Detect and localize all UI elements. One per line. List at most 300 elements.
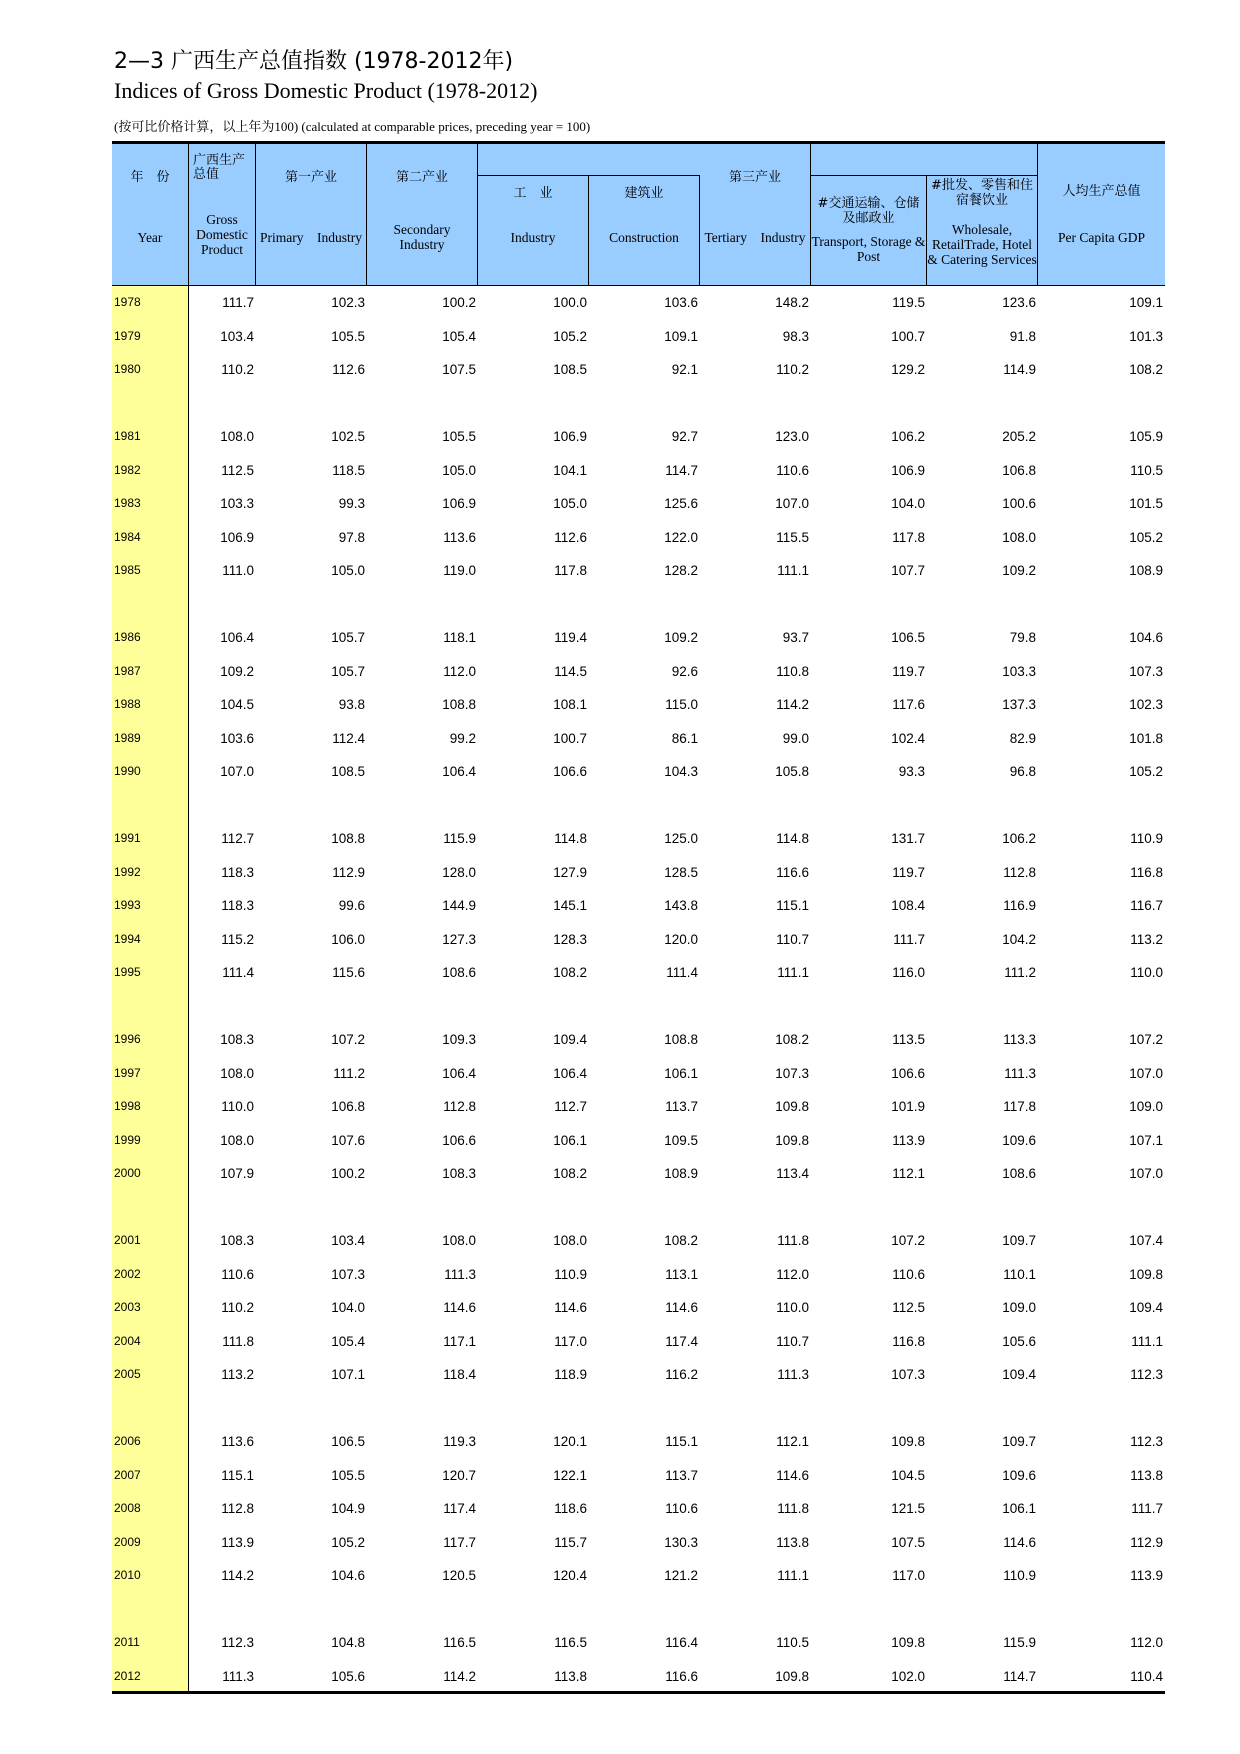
value-cell: 128.5 bbox=[664, 864, 698, 880]
value-cell: 110.4 bbox=[1130, 1668, 1163, 1684]
value-cell: 110.0 bbox=[1130, 965, 1163, 980]
value-cell: 117.8 bbox=[1003, 1099, 1036, 1114]
year-cell: 1983 bbox=[114, 496, 141, 510]
table-row bbox=[112, 963, 1165, 983]
header-gdp bbox=[189, 144, 256, 285]
value-cell: 111.0 bbox=[222, 563, 254, 578]
table-row bbox=[112, 695, 1165, 715]
value-cell: 108.9 bbox=[664, 1166, 698, 1181]
table-row bbox=[112, 1633, 1165, 1653]
value-cell: 109.8 bbox=[775, 1132, 809, 1148]
header-construction-cn: 建筑业 bbox=[624, 186, 664, 201]
table-row bbox=[112, 662, 1165, 682]
value-cell: 117.4 bbox=[665, 1333, 698, 1349]
value-cell: 105.5 bbox=[331, 328, 365, 344]
value-cell: 113.9 bbox=[892, 1132, 925, 1148]
header-industry-cn: 工 业 bbox=[513, 186, 553, 201]
value-cell: 98.3 bbox=[782, 328, 809, 344]
value-cell: 105.4 bbox=[331, 1333, 365, 1349]
value-cell: 122.0 bbox=[664, 529, 698, 545]
value-cell: 91.8 bbox=[1009, 328, 1036, 344]
table-row bbox=[112, 1365, 1165, 1385]
value-cell: 108.0 bbox=[220, 429, 254, 444]
value-cell: 110.9 bbox=[1003, 1568, 1036, 1583]
value-cell: 117.8 bbox=[892, 529, 925, 545]
value-cell: 105.0 bbox=[442, 462, 476, 478]
value-cell: 86.1 bbox=[671, 730, 698, 746]
table-row bbox=[112, 327, 1165, 347]
value-cell: 108.3 bbox=[442, 1166, 476, 1181]
value-cell: 111.8 bbox=[222, 1333, 254, 1349]
year-cell: 1989 bbox=[114, 730, 141, 745]
value-cell: 111.7 bbox=[222, 295, 254, 310]
value-cell: 105.0 bbox=[553, 496, 587, 511]
value-cell: 103.4 bbox=[331, 1233, 365, 1248]
header-secondary-spacer bbox=[478, 144, 700, 176]
value-cell: 112.8 bbox=[1003, 864, 1036, 880]
value-cell: 82.9 bbox=[1009, 730, 1036, 746]
value-cell: 144.9 bbox=[442, 898, 476, 913]
value-cell: 118.3 bbox=[221, 864, 254, 880]
value-cell: 102.5 bbox=[331, 429, 365, 444]
value-cell: 103.4 bbox=[220, 328, 254, 344]
value-cell: 96.8 bbox=[1009, 764, 1036, 779]
year-cell: 2002 bbox=[114, 1266, 141, 1281]
value-cell: 113.6 bbox=[443, 529, 476, 545]
value-cell: 110.6 bbox=[665, 1501, 698, 1516]
table-row bbox=[112, 863, 1165, 883]
value-cell: 107.3 bbox=[331, 1266, 365, 1282]
value-cell: 109.4 bbox=[1002, 1367, 1036, 1382]
value-cell: 115.9 bbox=[443, 831, 476, 846]
value-cell: 109.5 bbox=[664, 1132, 698, 1148]
value-cell: 109.8 bbox=[775, 1099, 809, 1114]
value-cell: 118.1 bbox=[443, 630, 476, 645]
value-cell: 112.0 bbox=[1130, 1635, 1163, 1650]
value-cell: 107.0 bbox=[220, 764, 254, 779]
value-cell: 112.8 bbox=[443, 1099, 476, 1114]
value-cell: 117.0 bbox=[892, 1568, 925, 1583]
value-cell: 112.4 bbox=[332, 730, 365, 746]
year-cell: 1981 bbox=[114, 429, 141, 443]
value-cell: 112.7 bbox=[554, 1099, 587, 1114]
value-cell: 121.5 bbox=[891, 1501, 925, 1516]
value-cell: 111.8 bbox=[777, 1501, 809, 1516]
value-cell: 107.5 bbox=[442, 362, 476, 377]
value-cell: 113.7 bbox=[665, 1467, 698, 1483]
value-cell: 109.1 bbox=[1129, 295, 1163, 310]
year-cell: 1995 bbox=[114, 965, 141, 979]
header-gdp-en: Gross Domestic Product bbox=[196, 212, 248, 257]
value-cell: 109.2 bbox=[664, 630, 698, 645]
value-cell: 112.3 bbox=[1130, 1367, 1163, 1382]
value-cell: 108.8 bbox=[442, 697, 476, 712]
value-cell: 109.2 bbox=[220, 663, 254, 679]
value-cell: 113.9 bbox=[221, 1534, 254, 1550]
value-cell: 106.9 bbox=[220, 529, 254, 545]
value-cell: 107.0 bbox=[775, 496, 809, 511]
value-cell: 114.6 bbox=[665, 1300, 698, 1315]
header-industry-en: Industry bbox=[510, 230, 556, 245]
value-cell: 100.0 bbox=[553, 295, 587, 310]
header-year bbox=[112, 144, 189, 285]
value-cell: 109.1 bbox=[664, 328, 698, 344]
value-cell: 148.2 bbox=[775, 295, 809, 310]
header-gdp-cn: 广西生产总值 bbox=[193, 153, 246, 182]
year-cell: 2012 bbox=[114, 1668, 141, 1683]
value-cell: 108.1 bbox=[553, 697, 587, 712]
value-cell: 107.5 bbox=[891, 1534, 925, 1550]
value-cell: 107.4 bbox=[1129, 1233, 1163, 1248]
value-cell: 110.5 bbox=[776, 1635, 809, 1650]
value-cell: 110.0 bbox=[776, 1300, 809, 1315]
value-cell: 111.1 bbox=[777, 1568, 809, 1583]
value-cell: 108.3 bbox=[220, 1233, 254, 1248]
value-cell: 114.2 bbox=[443, 1668, 476, 1684]
value-cell: 109.7 bbox=[1002, 1233, 1036, 1248]
header-wholesale-cn: #批发、零售和住宿餐饮业 bbox=[931, 178, 1033, 208]
value-cell: 108.9 bbox=[1129, 563, 1163, 578]
value-cell: 115.2 bbox=[221, 931, 254, 947]
value-cell: 105.5 bbox=[442, 429, 476, 444]
value-cell: 102.3 bbox=[1129, 697, 1163, 712]
value-cell: 108.0 bbox=[220, 1132, 254, 1148]
value-cell: 106.5 bbox=[331, 1434, 365, 1449]
value-cell: 143.8 bbox=[664, 898, 698, 913]
value-cell: 106.4 bbox=[220, 630, 254, 645]
table-row bbox=[112, 561, 1165, 581]
table-row bbox=[112, 628, 1165, 648]
value-cell: 127.9 bbox=[553, 864, 587, 880]
value-cell: 112.0 bbox=[776, 1266, 809, 1282]
table-row bbox=[112, 762, 1165, 782]
value-cell: 110.7 bbox=[776, 1333, 809, 1349]
year-cell: 1984 bbox=[114, 529, 141, 544]
value-cell: 108.0 bbox=[553, 1233, 587, 1248]
value-cell: 111.7 bbox=[893, 931, 925, 947]
value-cell: 107.2 bbox=[1129, 1032, 1163, 1047]
table-row bbox=[112, 427, 1165, 447]
value-cell: 93.8 bbox=[338, 697, 365, 712]
header-year-cn: 年 份 bbox=[130, 170, 170, 185]
value-cell: 110.1 bbox=[1003, 1266, 1036, 1282]
table-row bbox=[112, 1164, 1165, 1184]
value-cell: 113.2 bbox=[1130, 931, 1163, 947]
table-bottom-rule bbox=[112, 1691, 1165, 1694]
value-cell: 113.8 bbox=[776, 1534, 809, 1550]
value-cell: 113.8 bbox=[554, 1668, 587, 1684]
value-cell: 114.6 bbox=[554, 1300, 587, 1315]
value-cell: 111.3 bbox=[1004, 1065, 1036, 1081]
value-cell: 107.7 bbox=[891, 563, 925, 578]
value-cell: 125.0 bbox=[664, 831, 698, 846]
value-cell: 111.4 bbox=[222, 965, 254, 980]
value-cell: 106.4 bbox=[442, 764, 476, 779]
value-cell: 110.2 bbox=[776, 362, 809, 377]
header-secondary bbox=[367, 144, 478, 285]
header-industry bbox=[478, 176, 589, 285]
value-cell: 108.3 bbox=[220, 1032, 254, 1047]
year-cell: 1994 bbox=[114, 931, 141, 946]
value-cell: 92.7 bbox=[671, 429, 698, 444]
table-row bbox=[112, 1499, 1165, 1519]
year-cell: 2007 bbox=[114, 1467, 141, 1482]
value-cell: 125.6 bbox=[664, 496, 698, 511]
header-tertiary-spacer bbox=[811, 144, 1038, 176]
value-cell: 113.4 bbox=[776, 1166, 809, 1181]
value-cell: 116.5 bbox=[443, 1635, 476, 1650]
value-cell: 106.1 bbox=[553, 1132, 587, 1148]
value-cell: 109.3 bbox=[442, 1032, 476, 1047]
table-row bbox=[112, 293, 1165, 313]
year-cell: 2004 bbox=[114, 1333, 141, 1348]
value-cell: 116.8 bbox=[892, 1333, 925, 1349]
value-cell: 111.3 bbox=[777, 1367, 809, 1382]
value-cell: 123.6 bbox=[1002, 295, 1036, 310]
value-cell: 111.2 bbox=[333, 1065, 365, 1081]
value-cell: 116.2 bbox=[665, 1367, 698, 1382]
value-cell: 92.6 bbox=[671, 663, 698, 679]
value-cell: 112.0 bbox=[443, 663, 476, 679]
table-row bbox=[112, 1030, 1165, 1050]
value-cell: 114.6 bbox=[443, 1300, 476, 1315]
year-cell: 1993 bbox=[114, 898, 141, 912]
value-cell: 109.0 bbox=[1129, 1099, 1163, 1114]
year-cell: 1998 bbox=[114, 1099, 141, 1113]
value-cell: 107.2 bbox=[891, 1233, 925, 1248]
value-cell: 109.8 bbox=[891, 1434, 925, 1449]
value-cell: 116.4 bbox=[665, 1635, 698, 1650]
header-construction bbox=[589, 176, 700, 285]
value-cell: 116.6 bbox=[665, 1668, 698, 1684]
year-cell: 1991 bbox=[114, 831, 141, 845]
value-cell: 127.3 bbox=[442, 931, 476, 947]
value-cell: 100.7 bbox=[891, 328, 925, 344]
value-cell: 99.0 bbox=[782, 730, 809, 746]
header-per-capita bbox=[1038, 144, 1165, 285]
value-cell: 108.8 bbox=[331, 831, 365, 846]
table-note: (按可比价格计算，以上年为100) (calculated at comparable prices, preceding year = 100) bbox=[114, 119, 591, 134]
year-cell: 2010 bbox=[114, 1568, 141, 1582]
value-cell: 102.4 bbox=[891, 730, 925, 746]
value-cell: 105.7 bbox=[331, 663, 365, 679]
value-cell: 109.4 bbox=[553, 1032, 587, 1047]
title-english: Indices of Gross Domestic Product (1978-2012) bbox=[114, 78, 538, 103]
value-cell: 92.1 bbox=[671, 362, 698, 377]
value-cell: 99.6 bbox=[338, 898, 365, 913]
header-subrule bbox=[811, 175, 1038, 176]
value-cell: 128.0 bbox=[442, 864, 476, 880]
header-bottom-rule bbox=[112, 285, 1165, 286]
value-cell: 108.5 bbox=[331, 764, 365, 779]
value-cell: 128.2 bbox=[664, 563, 698, 578]
value-cell: 106.9 bbox=[553, 429, 587, 444]
year-cell: 1985 bbox=[114, 563, 141, 577]
value-cell: 101.8 bbox=[1129, 730, 1163, 746]
value-cell: 106.9 bbox=[442, 496, 476, 511]
value-cell: 110.6 bbox=[892, 1266, 925, 1282]
value-cell: 108.2 bbox=[1129, 362, 1163, 377]
value-cell: 105.8 bbox=[775, 764, 809, 779]
table-row bbox=[112, 494, 1165, 514]
value-cell: 116.0 bbox=[892, 965, 925, 980]
year-cell: 2005 bbox=[114, 1367, 141, 1381]
value-cell: 114.8 bbox=[776, 831, 809, 846]
value-cell: 113.9 bbox=[1130, 1568, 1163, 1583]
value-cell: 108.2 bbox=[775, 1032, 809, 1047]
header-tertiary-cn: 第三产业 bbox=[728, 170, 781, 185]
header-year-en: Year bbox=[137, 230, 163, 245]
value-cell: 111.3 bbox=[222, 1668, 254, 1684]
value-cell: 103.3 bbox=[1002, 663, 1036, 679]
value-cell: 112.7 bbox=[221, 831, 254, 846]
value-cell: 111.1 bbox=[1131, 1333, 1163, 1349]
value-cell: 114.2 bbox=[221, 1568, 254, 1583]
value-cell: 110.2 bbox=[221, 362, 254, 377]
value-cell: 105.6 bbox=[331, 1668, 365, 1684]
header-secondary-cn: 第二产业 bbox=[395, 170, 448, 185]
value-cell: 106.4 bbox=[442, 1065, 476, 1081]
value-cell: 108.2 bbox=[553, 965, 587, 980]
value-cell: 114.7 bbox=[1003, 1668, 1036, 1684]
value-cell: 114.7 bbox=[665, 462, 698, 478]
value-cell: 112.1 bbox=[776, 1434, 809, 1449]
value-cell: 111.2 bbox=[1004, 965, 1036, 980]
value-cell: 115.1 bbox=[221, 1467, 254, 1483]
value-cell: 129.2 bbox=[891, 362, 925, 377]
value-cell: 104.0 bbox=[891, 496, 925, 511]
value-cell: 104.5 bbox=[220, 697, 254, 712]
value-cell: 104.8 bbox=[331, 1635, 365, 1650]
year-cell: 1997 bbox=[114, 1065, 141, 1080]
value-cell: 111.7 bbox=[1131, 1501, 1163, 1516]
value-cell: 106.6 bbox=[442, 1132, 476, 1148]
value-cell: 104.2 bbox=[1002, 931, 1036, 947]
year-cell: 2006 bbox=[114, 1434, 141, 1448]
header-primary bbox=[256, 144, 367, 285]
value-cell: 120.1 bbox=[553, 1434, 587, 1449]
value-cell: 112.8 bbox=[221, 1501, 254, 1516]
header-wholesale bbox=[927, 176, 1038, 285]
value-cell: 103.6 bbox=[664, 295, 698, 310]
value-cell: 100.6 bbox=[1002, 496, 1036, 511]
value-cell: 115.9 bbox=[1003, 1635, 1036, 1650]
year-cell: 2011 bbox=[114, 1635, 140, 1649]
value-cell: 113.7 bbox=[665, 1099, 698, 1114]
value-cell: 111.1 bbox=[777, 563, 809, 578]
value-cell: 120.5 bbox=[442, 1568, 476, 1583]
header-primary-en: Primary Industry bbox=[260, 230, 362, 245]
value-cell: 106.8 bbox=[331, 1099, 365, 1114]
value-cell: 115.1 bbox=[665, 1434, 698, 1449]
value-cell: 119.4 bbox=[554, 630, 587, 645]
value-cell: 113.3 bbox=[1003, 1032, 1036, 1047]
value-cell: 120.4 bbox=[553, 1568, 587, 1583]
table-row bbox=[112, 1667, 1165, 1687]
value-cell: 117.0 bbox=[554, 1333, 587, 1349]
value-cell: 106.0 bbox=[331, 931, 365, 947]
value-cell: 105.0 bbox=[331, 563, 365, 578]
value-cell: 93.7 bbox=[782, 630, 809, 645]
value-cell: 106.2 bbox=[1002, 831, 1036, 846]
value-cell: 102.3 bbox=[331, 295, 365, 310]
value-cell: 106.1 bbox=[1002, 1501, 1036, 1516]
year-cell: 1982 bbox=[114, 462, 141, 477]
title-chinese: 2—3 广西生产总值指数 (1978-2012年) bbox=[114, 49, 514, 74]
value-cell: 110.0 bbox=[221, 1099, 254, 1114]
value-cell: 108.0 bbox=[1002, 529, 1036, 545]
value-cell: 100.2 bbox=[442, 295, 476, 310]
value-cell: 112.3 bbox=[1130, 1434, 1163, 1449]
value-cell: 116.6 bbox=[776, 864, 809, 880]
value-cell: 109.2 bbox=[1002, 563, 1036, 578]
value-cell: 112.5 bbox=[221, 462, 254, 478]
header-tertiary bbox=[700, 144, 811, 285]
table-row bbox=[112, 896, 1165, 916]
value-cell: 104.1 bbox=[553, 462, 587, 478]
value-cell: 112.6 bbox=[332, 362, 365, 377]
value-cell: 114.6 bbox=[1003, 1534, 1036, 1550]
year-cell: 1986 bbox=[114, 630, 141, 644]
value-cell: 106.2 bbox=[891, 429, 925, 444]
year-cell: 1987 bbox=[114, 663, 141, 678]
value-cell: 109.7 bbox=[1002, 1434, 1036, 1449]
value-cell: 107.3 bbox=[1129, 663, 1163, 679]
value-cell: 93.3 bbox=[898, 764, 925, 779]
value-cell: 113.8 bbox=[1130, 1467, 1163, 1483]
value-cell: 112.1 bbox=[892, 1166, 925, 1181]
value-cell: 106.8 bbox=[1002, 462, 1036, 478]
value-cell: 105.2 bbox=[1129, 764, 1163, 779]
value-cell: 107.9 bbox=[220, 1166, 254, 1181]
value-cell: 113.1 bbox=[665, 1266, 698, 1282]
year-cell: 2000 bbox=[114, 1166, 141, 1180]
value-cell: 107.3 bbox=[891, 1367, 925, 1382]
value-cell: 109.8 bbox=[891, 1635, 925, 1650]
value-cell: 118.4 bbox=[443, 1367, 476, 1382]
value-cell: 109.8 bbox=[775, 1668, 809, 1684]
value-cell: 100.7 bbox=[553, 730, 587, 746]
value-cell: 105.7 bbox=[331, 630, 365, 645]
value-cell: 113.5 bbox=[892, 1032, 925, 1047]
table-row bbox=[112, 1466, 1165, 1486]
value-cell: 104.0 bbox=[331, 1300, 365, 1315]
value-cell: 117.8 bbox=[554, 563, 587, 578]
value-cell: 110.9 bbox=[1130, 831, 1163, 846]
value-cell: 120.0 bbox=[664, 931, 698, 947]
year-cell: 1999 bbox=[114, 1132, 141, 1147]
value-cell: 115.6 bbox=[332, 965, 365, 980]
value-cell: 130.3 bbox=[664, 1534, 698, 1550]
value-cell: 112.3 bbox=[221, 1635, 254, 1650]
table-row bbox=[112, 461, 1165, 481]
year-cell: 1996 bbox=[114, 1032, 141, 1046]
value-cell: 107.3 bbox=[775, 1065, 809, 1081]
value-cell: 106.4 bbox=[553, 1065, 587, 1081]
value-cell: 112.5 bbox=[892, 1300, 925, 1315]
table-row bbox=[112, 1231, 1165, 1251]
table-row bbox=[112, 829, 1165, 849]
value-cell: 106.6 bbox=[891, 1065, 925, 1081]
value-cell: 116.7 bbox=[1130, 898, 1163, 913]
value-cell: 109.4 bbox=[1129, 1300, 1163, 1315]
value-cell: 121.2 bbox=[664, 1568, 698, 1583]
year-cell: 1978 bbox=[114, 295, 141, 309]
value-cell: 114.6 bbox=[776, 1467, 809, 1483]
value-cell: 116.8 bbox=[1130, 864, 1163, 880]
value-cell: 112.6 bbox=[554, 529, 587, 545]
year-cell: 1979 bbox=[114, 328, 141, 343]
